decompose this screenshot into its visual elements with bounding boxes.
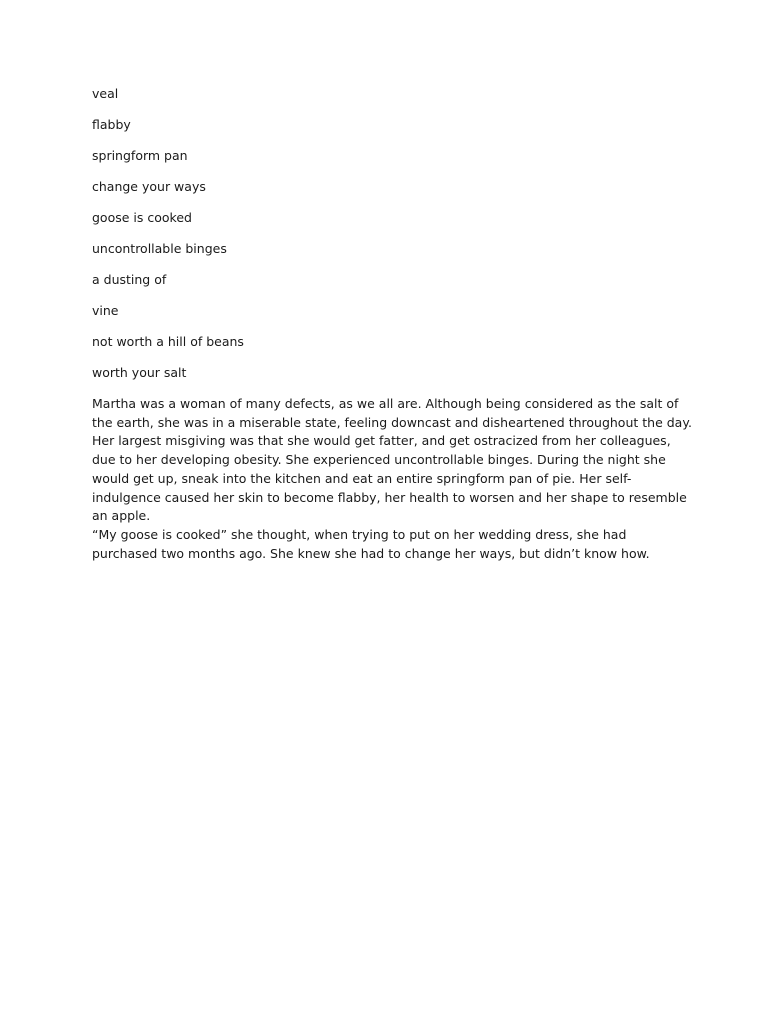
vocabulary-list [92,86,244,396]
list-item: not worth a hill of beans [92,334,244,349]
story-text [92,395,692,563]
list-item: flabby [92,117,131,132]
list-item: goose is cooked [92,210,192,225]
list-item: a dusting of [92,272,167,287]
list-item: worth your salt [92,365,187,380]
story-paragraph-1: Martha was a woman of many defects, as we all are. Although being considered as the salt of the earth, she was in a miserable state, feeling downcast and disheartened throughout the day. Her largest misgiving was that she would get fatter, and get ostracized from her colleagues, due to her developing obesity. She experienced uncontrollable binges. During the night she would get up, sneak into the kitchen and eat an entire springform pan of pie. Her self-indulgence caused her skin to become flabby, her health to worsen and her shape to resemble an apple. [92,396,692,524]
list-item: uncontrollable binges [92,241,227,256]
story-paragraph-2: “My goose is cooked” she thought, when trying to put on her wedding dress, she had purchased two months ago. She knew she had to change her ways, but didn’t know how. [92,526,650,561]
list-item: veal [92,86,119,101]
list-item: change your ways [92,179,206,194]
list-item: vine [92,303,119,318]
list-item: springform pan [92,148,188,163]
